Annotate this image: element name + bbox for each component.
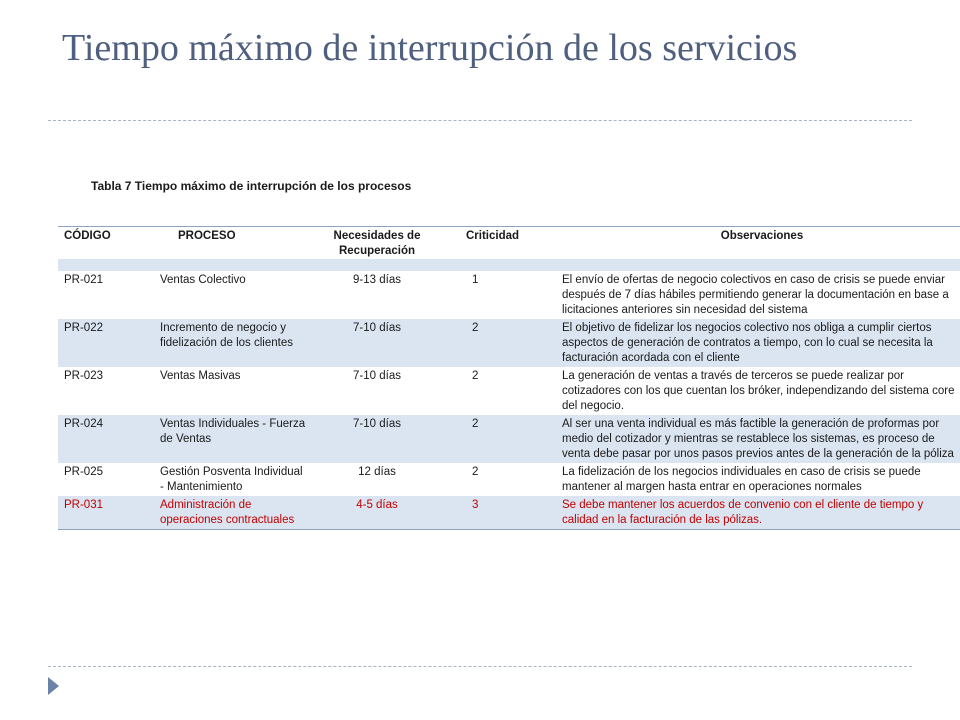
cell-codigo: PR-025 [64,466,103,478]
cell-proceso: Gestión Posventa Individual - Mantenimiento [160,466,303,493]
cell-codigo: PR-031 [64,499,103,511]
cell-observaciones: Se debe mantener los acuerdos de convenio con el cliente de tiempo y calidad en la facturación de las pólizas. [562,499,924,526]
process-table [58,226,960,530]
cell-codigo: PR-024 [64,418,103,430]
header-spacer-row [58,259,960,271]
cell-proceso: Ventas Masivas [160,370,241,382]
slide-title: Tiempo máximo de interrupción de los servicios [62,27,798,69]
cell-observaciones: Al ser una venta individual es más factible la generación de proformas por medio del cotizador y mientras se restablece los sistemas, es proceso de venta debe pasar por unos pasos previos antes de la generación de la póliza [562,418,954,460]
table-caption: Tabla 7 Tiempo máximo de interrupción de los procesos [91,179,412,193]
header-proceso: PROCESO [178,230,236,242]
cell-criticidad: 2 [472,466,479,478]
cell-necesidades: 7-10 días [353,322,401,334]
cell-criticidad: 1 [472,274,479,286]
table-row [58,415,960,463]
cell-criticidad: 2 [472,418,479,430]
header-observaciones: Observaciones [720,230,804,242]
header-criticidad: Criticidad [466,230,520,242]
cell-codigo: PR-022 [64,322,103,334]
cell-proceso: Ventas Colectivo [160,274,246,286]
cell-necesidades: 7-10 días [353,418,401,430]
cell-criticidad: 3 [472,499,479,511]
table-row [58,367,960,415]
footer-divider [48,666,912,667]
table-row-critical [58,496,960,530]
table-row [58,463,960,496]
cell-observaciones: La fidelización de los negocios individuales en caso de crisis se puede mantener al margen hasta entrar en operaciones normales [562,466,921,493]
cell-codigo: PR-023 [64,370,103,382]
cell-necesidades: 12 días [358,466,396,478]
cell-necesidades: 7-10 días [353,370,401,382]
triangle-bullet-icon [48,677,59,695]
cell-necesidades: 4-5 días [356,499,398,511]
cell-criticidad: 2 [472,322,479,334]
table-row [58,319,960,367]
cell-proceso: Administración de operaciones contractuales [160,499,295,526]
process-table-container [58,226,955,530]
cell-observaciones: La generación de ventas a través de terceros se puede realizar por cotizadores con los que cuentan los bróker, independizando del sistema core del negocio. [562,370,955,412]
title-divider [48,120,912,121]
cell-proceso: Incremento de negocio y fidelización de los clientes [160,322,293,349]
cell-observaciones: El objetivo de fidelizar los negocios colectivo nos obliga a cumplir ciertos aspectos de generación de contratos a tiempo, con lo cual se necesita la facturación acordada con el cliente [562,322,933,364]
table-header-row [58,227,960,260]
table-row [58,271,960,319]
cell-criticidad: 2 [472,370,479,382]
cell-codigo: PR-021 [64,274,103,286]
cell-necesidades: 9-13 días [353,274,401,286]
cell-observaciones: El envío de ofertas de negocio colectivos en caso de crisis se puede enviar después de 7 días hábiles permitiendo generar la documentación en base a licitaciones anteriores sin necesidad del sistema [562,274,949,316]
cell-proceso: Ventas Individuales - Fuerza de Ventas [160,418,306,445]
header-necesidades: Necesidades de Recuperación [333,230,421,257]
header-codigo: CÓDIGO [64,230,111,242]
